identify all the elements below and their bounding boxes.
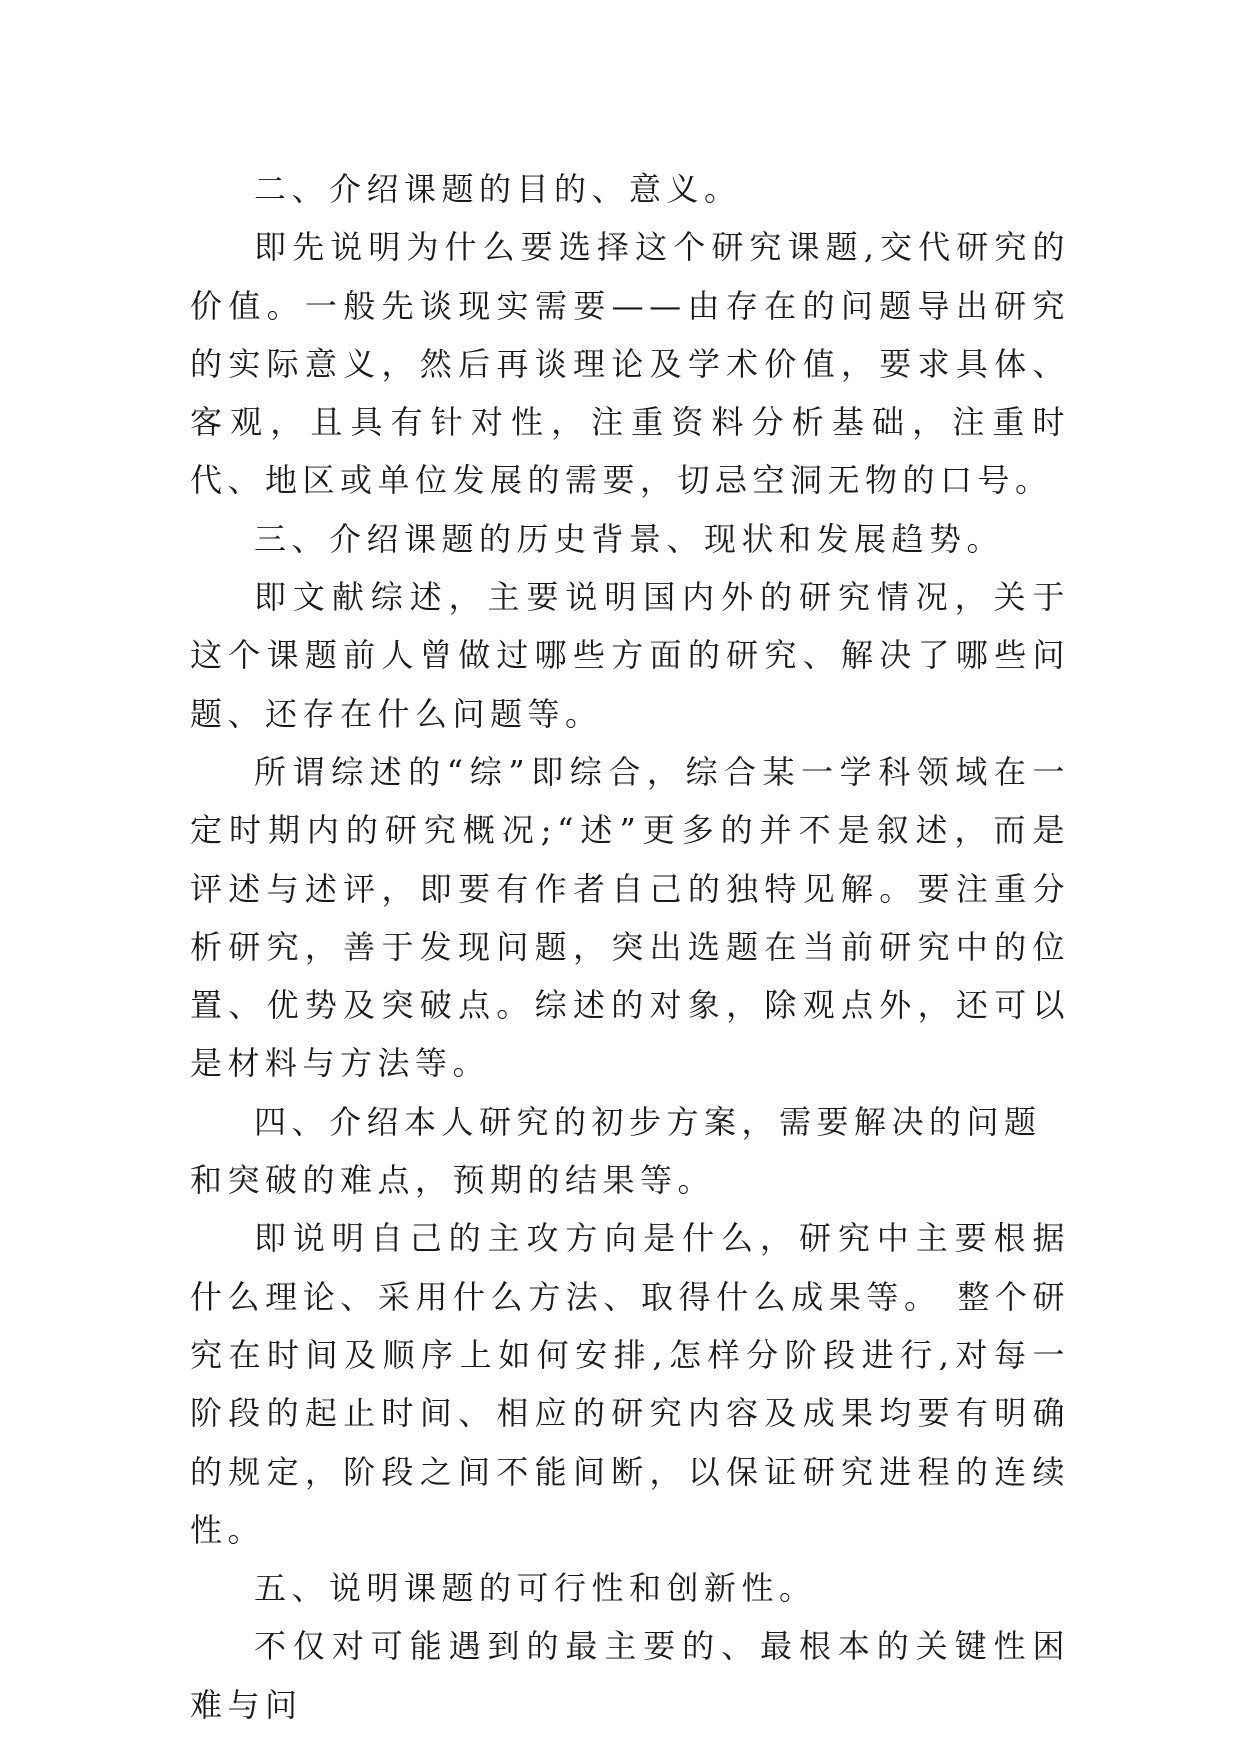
section-heading-3: 三、介绍课题的历史背景、现状和发展趋势。 bbox=[254, 519, 1005, 558]
paragraph-literature-review: 即文献综述，主要说明国内外的研究情况，关于这个课题前人曾做过哪些方面的研究、解决了哪些问题、还存在什么问题等。 bbox=[190, 578, 1070, 733]
section-heading-5: 五、说明课题的可行性和创新性。 bbox=[254, 1569, 817, 1608]
section-heading-4: 四、介绍本人研究的初步方案，需要解决的问题和突破的难点，预期的结果等。 bbox=[190, 1102, 1042, 1200]
paragraph-purpose: 即先说明为什么要选择这个研究课题,交代研究的价值。一般先谈现实需要——由存在的问题导出研究的实际意义，然后再谈理论及学术价值，要求具体、客观，且具有针对性，注重资料分析基础，注重时代、地区或单位发展的需要，切忌空洞无物的口号。 bbox=[190, 228, 1070, 500]
document-body bbox=[190, 160, 1070, 1734]
section-heading-2: 二、介绍课题的目的、意义。 bbox=[254, 170, 742, 208]
paragraph-review-definition: 所谓综述的“综”即综合，综合某一学科领域在一定时期内的研究概况;“述”更多的并不是叙述，而是评述与述评，即要有作者自己的独特见解。要注重分析研究，善于发现问题，突出选题在当前研究中的位置、优势及突破点。综述的对象，除观点外，还可以是材料与方法等。 bbox=[190, 752, 1070, 1083]
paragraph-research-plan: 即说明自己的主攻方向是什么，研究中主要根据什么理论、采用什么方法、取得什么成果等。 整个研究在时间及顺序上如何安排,怎样分阶段进行,对每一阶段的起止时间、相应的研究内容及成果均要有明确的规定，阶段之间不能间断，以保证研究进程的连续性。 bbox=[190, 1219, 1070, 1549]
paragraph-feasibility: 不仅对可能遇到的最主要的、最根本的关键性困难与问 bbox=[190, 1627, 1070, 1724]
